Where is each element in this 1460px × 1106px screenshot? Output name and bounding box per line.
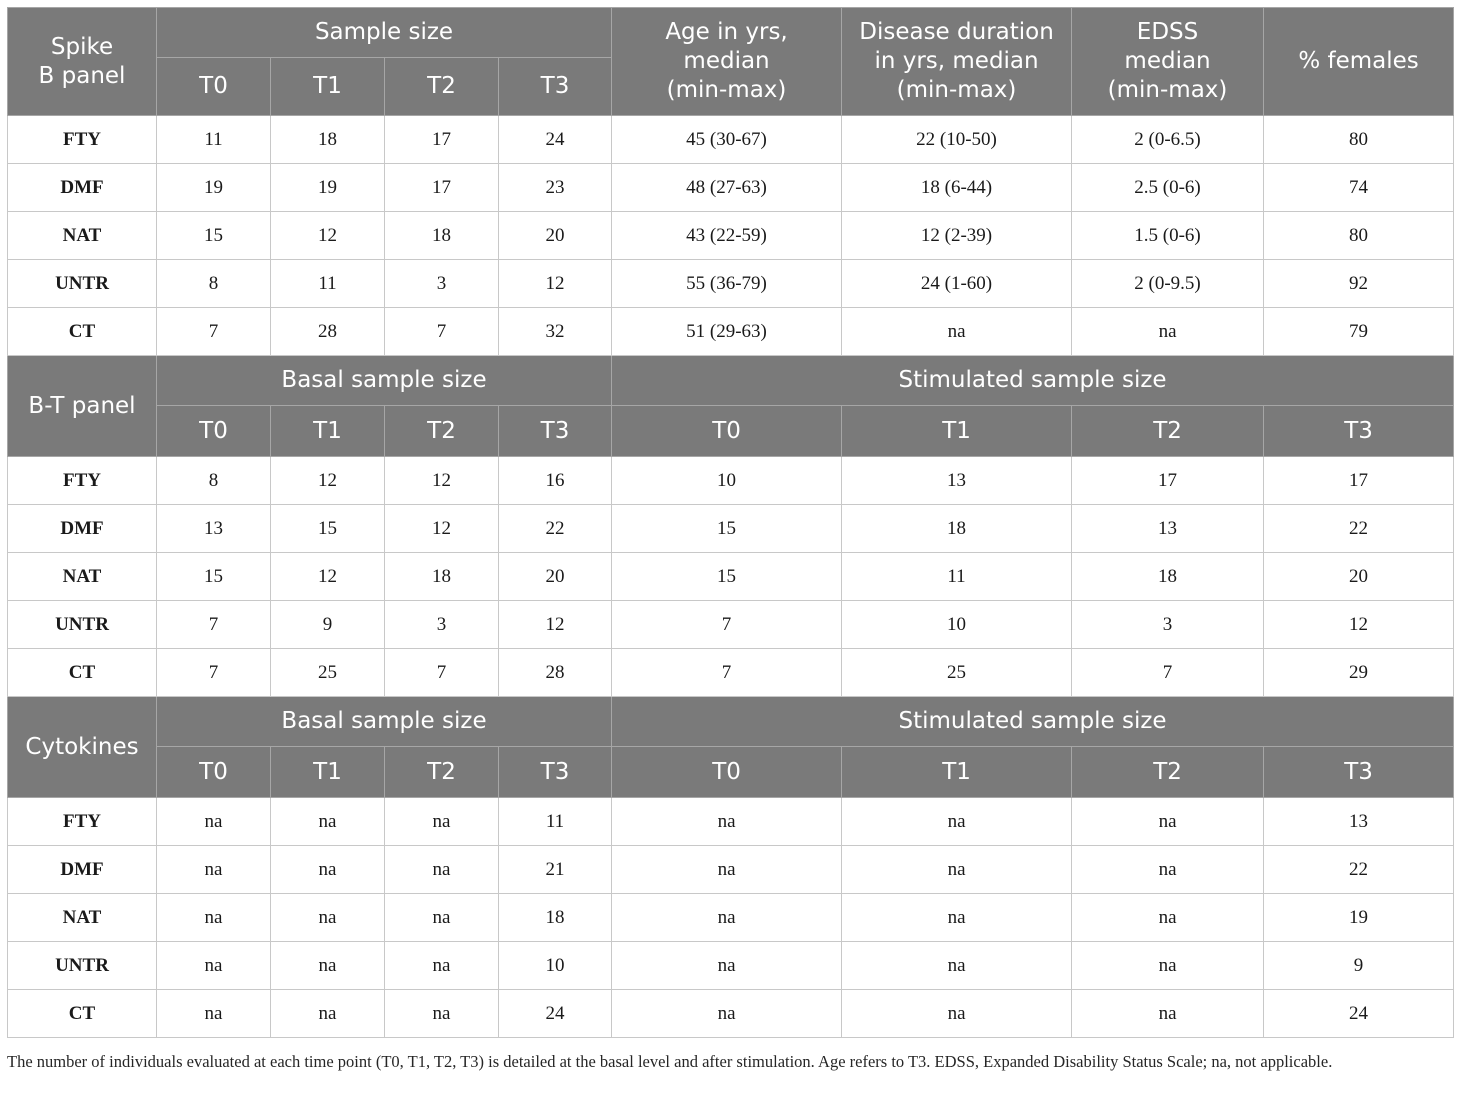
table-cell: na [271, 990, 385, 1038]
table-cell: na [385, 990, 499, 1038]
table-cell: na [612, 894, 842, 942]
table-cell: 12 [271, 553, 385, 601]
table-cell: 1.5 (0-6) [1072, 212, 1264, 260]
cytokines-header-row [8, 697, 1454, 747]
timepoint-header-t3: T3 [499, 58, 612, 116]
table-row [8, 942, 1454, 990]
table-cell: na [271, 894, 385, 942]
spike-b-panel-header-row [8, 8, 1454, 58]
table-cell: 13 [157, 505, 271, 553]
table-cell: 12 [385, 457, 499, 505]
table-cell: 7 [157, 601, 271, 649]
table-cell: na [157, 990, 271, 1038]
timepoint-header-t1: T1 [271, 58, 385, 116]
table-cell: na [157, 894, 271, 942]
table-cell: 12 [385, 505, 499, 553]
table-cell: 13 [1264, 798, 1454, 846]
table-cell: 12 [499, 260, 612, 308]
table-cell: 18 [385, 212, 499, 260]
table-cell: 15 [271, 505, 385, 553]
disease-duration-header: Disease duration in yrs, median (min-max) [842, 8, 1072, 116]
table-cell: 29 [1264, 649, 1454, 697]
table-row [8, 457, 1454, 505]
table-cell: 20 [499, 212, 612, 260]
timepoint-header-t2: T2 [385, 58, 499, 116]
table-cell: na [157, 798, 271, 846]
edss-header: EDSS median (min-max) [1072, 8, 1264, 116]
table-cell: 19 [271, 164, 385, 212]
table-row [8, 116, 1454, 164]
table-cell: 22 [1264, 505, 1454, 553]
table-cell: 7 [612, 601, 842, 649]
table-cell: 45 (30-67) [612, 116, 842, 164]
cytokines-title: Cytokines [8, 697, 157, 798]
timepoint-header-t1: T1 [842, 406, 1072, 457]
table-cell: na [1072, 942, 1264, 990]
row-label: FTY [8, 116, 157, 164]
row-label: UNTR [8, 260, 157, 308]
table-cell: 7 [1072, 649, 1264, 697]
sample-size-table [7, 7, 1454, 1038]
stimulated-sample-size-header: Stimulated sample size [612, 697, 1454, 747]
table-cell: na [1072, 894, 1264, 942]
table-cell: 2.5 (0-6) [1072, 164, 1264, 212]
table-cell: 13 [842, 457, 1072, 505]
table-cell: 51 (29-63) [612, 308, 842, 356]
table-cell: na [842, 894, 1072, 942]
table-cell: 7 [157, 649, 271, 697]
table-row [8, 601, 1454, 649]
table-row [8, 164, 1454, 212]
basal-sample-size-header: Basal sample size [157, 697, 612, 747]
table-cell: 24 [499, 116, 612, 164]
table-cell: na [842, 308, 1072, 356]
timepoint-header-t0: T0 [612, 406, 842, 457]
timepoint-header-t3: T3 [1264, 406, 1454, 457]
age-header: Age in yrs, median (min-max) [612, 8, 842, 116]
table-cell: na [1072, 990, 1264, 1038]
table-cell: 3 [1072, 601, 1264, 649]
table-cell: na [612, 990, 842, 1038]
table-cell: 7 [385, 649, 499, 697]
timepoint-header-t3: T3 [1264, 747, 1454, 798]
table-cell: 17 [1072, 457, 1264, 505]
table-container [7, 7, 1453, 1038]
table-cell: 80 [1264, 212, 1454, 260]
table-cell: na [385, 798, 499, 846]
table-cell: 20 [499, 553, 612, 601]
row-label: DMF [8, 846, 157, 894]
table-cell: 7 [385, 308, 499, 356]
table-cell: 18 (6-44) [842, 164, 1072, 212]
table-cell: 10 [499, 942, 612, 990]
table-cell: 25 [842, 649, 1072, 697]
table-cell: 18 [842, 505, 1072, 553]
table-cell: 16 [499, 457, 612, 505]
table-cell: 18 [271, 116, 385, 164]
table-cell: 9 [271, 601, 385, 649]
basal-sample-size-header: Basal sample size [157, 356, 612, 406]
table-row [8, 212, 1454, 260]
timepoint-header-t2: T2 [385, 747, 499, 798]
row-label: NAT [8, 894, 157, 942]
table-row [8, 505, 1454, 553]
table-cell: 17 [1264, 457, 1454, 505]
timepoint-header-t0: T0 [157, 58, 271, 116]
table-cell: 19 [1264, 894, 1454, 942]
table-cell: 3 [385, 601, 499, 649]
row-label: NAT [8, 212, 157, 260]
timepoint-header-t2: T2 [385, 406, 499, 457]
table-cell: na [1072, 308, 1264, 356]
table-cell: 7 [157, 308, 271, 356]
timepoint-header-t2: T2 [1072, 406, 1264, 457]
row-label: CT [8, 308, 157, 356]
table-cell: na [842, 846, 1072, 894]
row-label: FTY [8, 798, 157, 846]
table-cell: 18 [1072, 553, 1264, 601]
table-cell: 12 [499, 601, 612, 649]
table-cell: 43 (22-59) [612, 212, 842, 260]
cytokines-timepoint-row [8, 747, 1454, 798]
table-cell: 17 [385, 116, 499, 164]
timepoint-header-t2: T2 [1072, 747, 1264, 798]
timepoint-header-t0: T0 [157, 406, 271, 457]
table-cell: 12 (2-39) [842, 212, 1072, 260]
row-label: CT [8, 649, 157, 697]
table-cell: 23 [499, 164, 612, 212]
table-cell: 18 [385, 553, 499, 601]
table-cell: na [612, 798, 842, 846]
b-t-panel-header-row [8, 356, 1454, 406]
table-cell: na [385, 846, 499, 894]
timepoint-header-t1: T1 [271, 406, 385, 457]
table-cell: 28 [271, 308, 385, 356]
timepoint-header-t3: T3 [499, 747, 612, 798]
table-row [8, 798, 1454, 846]
table-cell: 92 [1264, 260, 1454, 308]
table-cell: na [157, 846, 271, 894]
table-cell: na [612, 846, 842, 894]
table-row [8, 846, 1454, 894]
table-cell: 11 [271, 260, 385, 308]
timepoint-header-t1: T1 [271, 747, 385, 798]
table-cell: 15 [157, 553, 271, 601]
timepoint-header-t0: T0 [612, 747, 842, 798]
table-cell: na [842, 942, 1072, 990]
table-cell: na [1072, 798, 1264, 846]
row-label: DMF [8, 505, 157, 553]
table-cell: 15 [612, 553, 842, 601]
timepoint-header-t1: T1 [842, 747, 1072, 798]
row-label: DMF [8, 164, 157, 212]
table-cell: 8 [157, 457, 271, 505]
table-cell: na [842, 990, 1072, 1038]
row-label: CT [8, 990, 157, 1038]
table-row [8, 553, 1454, 601]
table-cell: 12 [271, 212, 385, 260]
table-row [8, 260, 1454, 308]
table-cell: 22 [499, 505, 612, 553]
table-cell: na [385, 942, 499, 990]
table-cell: 28 [499, 649, 612, 697]
table-row [8, 649, 1454, 697]
table-cell: 20 [1264, 553, 1454, 601]
row-label: NAT [8, 553, 157, 601]
table-cell: 24 (1-60) [842, 260, 1072, 308]
table-cell: 79 [1264, 308, 1454, 356]
table-cell: 2 (0-6.5) [1072, 116, 1264, 164]
row-label: UNTR [8, 942, 157, 990]
table-cell: na [612, 942, 842, 990]
table-cell: 8 [157, 260, 271, 308]
table-cell: na [157, 942, 271, 990]
b-t-panel-timepoint-row [8, 406, 1454, 457]
table-cell: 3 [385, 260, 499, 308]
table-cell: na [842, 798, 1072, 846]
table-cell: 21 [499, 846, 612, 894]
table-cell: 17 [385, 164, 499, 212]
sample-size-header: Sample size [157, 8, 612, 58]
table-cell: na [271, 798, 385, 846]
table-cell: 19 [157, 164, 271, 212]
stimulated-sample-size-header: Stimulated sample size [612, 356, 1454, 406]
table-cell: na [385, 894, 499, 942]
table-cell: 11 [842, 553, 1072, 601]
table-cell: 22 [1264, 846, 1454, 894]
table-cell: 2 (0-9.5) [1072, 260, 1264, 308]
females-header: % females [1264, 8, 1454, 116]
table-cell: 15 [612, 505, 842, 553]
table-cell: 24 [1264, 990, 1454, 1038]
b-t-panel-title: B-T panel [8, 356, 157, 457]
table-cell: 80 [1264, 116, 1454, 164]
table-cell: 18 [499, 894, 612, 942]
table-cell: 15 [157, 212, 271, 260]
table-cell: 13 [1072, 505, 1264, 553]
table-cell: 25 [271, 649, 385, 697]
table-cell: 12 [1264, 601, 1454, 649]
table-cell: 10 [612, 457, 842, 505]
timepoint-header-t0: T0 [157, 747, 271, 798]
table-row [8, 308, 1454, 356]
table-cell: 32 [499, 308, 612, 356]
table-cell: 48 (27-63) [612, 164, 842, 212]
table-cell: 9 [1264, 942, 1454, 990]
row-label: FTY [8, 457, 157, 505]
table-cell: na [1072, 846, 1264, 894]
table-cell: 55 (36-79) [612, 260, 842, 308]
timepoint-header-t3: T3 [499, 406, 612, 457]
table-cell: 10 [842, 601, 1072, 649]
table-row [8, 894, 1454, 942]
row-label: UNTR [8, 601, 157, 649]
table-cell: 74 [1264, 164, 1454, 212]
table-cell: 11 [157, 116, 271, 164]
spike-b-panel-title: Spike B panel [8, 8, 157, 116]
table-cell: na [271, 942, 385, 990]
table-footnote: The number of individuals evaluated at each time point (T0, T1, T2, T3) is detailed at the basal level and after stimulation. Age refers to T3. EDSS, Expanded Disability Status Scale; na, not applicable. [7, 1052, 1333, 1071]
table-cell: 11 [499, 798, 612, 846]
table-cell: na [271, 846, 385, 894]
table-cell: 7 [612, 649, 842, 697]
table-cell: 22 (10-50) [842, 116, 1072, 164]
table-cell: 12 [271, 457, 385, 505]
table-row [8, 990, 1454, 1038]
table-cell: 24 [499, 990, 612, 1038]
